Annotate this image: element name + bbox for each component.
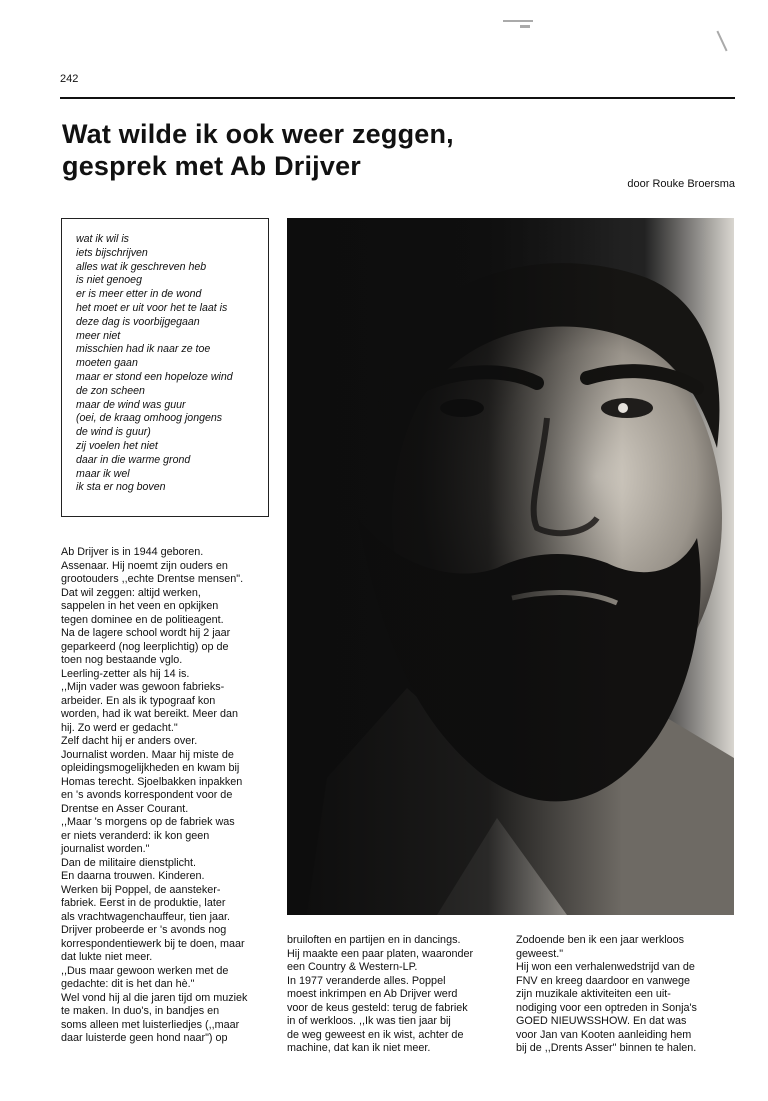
article-line: nodiging voor een optreden in Sonja's [516,1001,697,1014]
page-number: 242 [60,73,79,85]
article-line: opleidingsmogelijkheden en kwam bij [61,762,240,774]
article-line: Ab Drijver is in 1944 geboren. [61,546,204,558]
article-line: sappelen in het veen en opkijken [61,600,219,612]
article-line: Assenaar. Hij noemt zijn ouders en [61,559,228,572]
article-line: als vrachtwagenchauffeur, tien jaar. [61,910,231,923]
poem-line: misschien had ik naar ze toe [76,343,211,356]
article-line: tegen dominee en de politieagent. [61,613,224,626]
article-line: Na de lagere school wordt hij 2 jaar [61,627,231,639]
article-line: Zelf dacht hij er anders over. [61,735,198,747]
article-line: Wel vond hij al die jaren tijd om muziek [61,991,248,1004]
article-line: En daarna trouwen. Kinderen. [61,870,205,882]
article-line: Drijver probeerde er 's avonds nog [61,924,227,936]
poem-line: deze dag is voorbijgegaan [76,315,200,328]
article-line: journalist worden." [61,843,150,855]
article-line: voor de keus gesteld: terug de fabriek [287,1001,468,1014]
article-line: GOED NIEUWSSHOW. En dat was [516,1015,687,1027]
title-line: Wat wilde ik ook weer zeggen, [62,119,454,149]
article-line: in of werkloos. ,,Ik was tien jaar bij [287,1015,451,1027]
article-line: hij. Zo werd er gedacht." [61,721,178,734]
article-line: en 's avonds korrespondent voor de [61,789,233,801]
poem-line: het moet er uit voor het te laat is [76,301,228,314]
article-line: Leerling-zetter als hij 14 is. [61,667,190,680]
article-line: machine, dat kan ik niet meer. [287,1042,431,1054]
article-line: FNV en kreeg daardoor en vanwege [516,974,691,987]
poem-line: iets bijschrijven [76,246,148,259]
article-line: Hij won een verhalenwedstrijd van de [516,961,695,973]
article-line: Dan de militaire dienstplicht. [61,856,197,869]
poem-line: (oei, de kraag omhoog jongens [76,412,223,425]
poem-line: de zon scheen [76,384,145,397]
poem-line: maar er stond een hopeloze wind [76,370,233,383]
article-line: toen nog bestaande vglo. [61,654,183,666]
article-line: Journalist worden. Maar hij miste de [61,748,234,761]
article-title [62,118,454,182]
article-line: te maken. In duo's, in bandjes en [61,1005,220,1017]
article-column-1 [61,546,281,1046]
article-line: daar luisterde geen hond naar") op [61,1032,228,1044]
article-line: dat lukte niet meer. [61,951,153,963]
article-line: bruiloften en partijen en in dancings. [287,934,461,946]
article-column-3 [516,934,736,1056]
poem-line: ik sta er nog boven [76,481,166,494]
article-line: de weg geweest en ik wist, achter de [287,1028,464,1041]
poem-line: moeten gaan [76,357,138,370]
header-rule [60,97,735,99]
article-line: bij de ,,Drents Asser" binnen te halen. [516,1042,697,1054]
article-line: Homas terecht. Sjoelbakken inpakken [61,775,243,788]
poem-line: er is meer etter in de wond [76,288,202,301]
scan-speck [716,31,727,52]
poem-line: de wind is guur) [76,426,151,439]
article-line: In 1977 veranderde alles. Poppel [287,974,446,987]
poem-line: alles wat ik geschreven heb [76,260,207,273]
article-line: moest inkrimpen en Ab Drijver werd [287,988,458,1000]
article-line: Zodoende ben ik een jaar werkloos [516,934,685,946]
scan-speck [503,20,533,22]
article-line: Werken bij Poppel, de aansteker- [61,883,221,896]
scan-speck [520,25,530,28]
poem-line: zij voelen het niet [76,439,158,452]
portrait-photo [287,218,734,915]
poem-line: maar de wind was guur [76,398,186,411]
article-line: Dat wil zeggen: altijd werken, [61,586,201,599]
portrait-illustration [287,218,734,915]
article-line: ,,Mijn vader was gewoon fabrieks- [61,681,225,693]
article-line: Drentse en Asser Courant. [61,802,189,815]
article-line: Hij maakte een paar platen, waaronder [287,947,474,960]
article-line: arbeider. En als ik typograaf kon [61,694,216,707]
article-line: geparkeerd (nog leerplichtig) op de [61,640,229,653]
article-line: een Country & Western-LP. [287,961,418,973]
poem-box [61,218,269,517]
article-line: voor Jan van Kooten aanleiding hem [516,1028,692,1041]
poem-line: is niet genoeg [76,274,142,287]
article-line: grootouders ,,echte Drentse mensen". [61,573,244,585]
poem-line: meer niet [76,329,121,342]
article-column-2 [287,934,505,1056]
article-line: ,,Maar 's morgens op de fabriek was [61,816,235,828]
article-line: er niets veranderd: ik kon geen [61,829,210,842]
article-line: worden, had ik wat bereikt. Meer dan [61,708,239,720]
article-line: geweest." [516,947,564,960]
byline: door Rouke Broersma [627,178,735,190]
article-line: gedachte: dit is het dan hè." [61,978,195,990]
article-line: fabriek. Eerst in de produktie, later [61,897,226,909]
poem-line: daar in die warme grond [76,453,191,466]
article-line: soms alleen met luisterliedjes (,,maar [61,1018,240,1031]
article-line: korrespondentiewerk bij te doen, maar [61,937,245,950]
article-line: zijn muzikale aktiviteiten een uit- [516,988,671,1000]
article-line: ,,Dus maar gewoon werken met de [61,964,229,977]
poem-line: wat ik wil is [76,233,129,245]
title-line: gesprek met Ab Drijver [62,151,362,181]
poem-line: maar ik wel [76,467,130,480]
